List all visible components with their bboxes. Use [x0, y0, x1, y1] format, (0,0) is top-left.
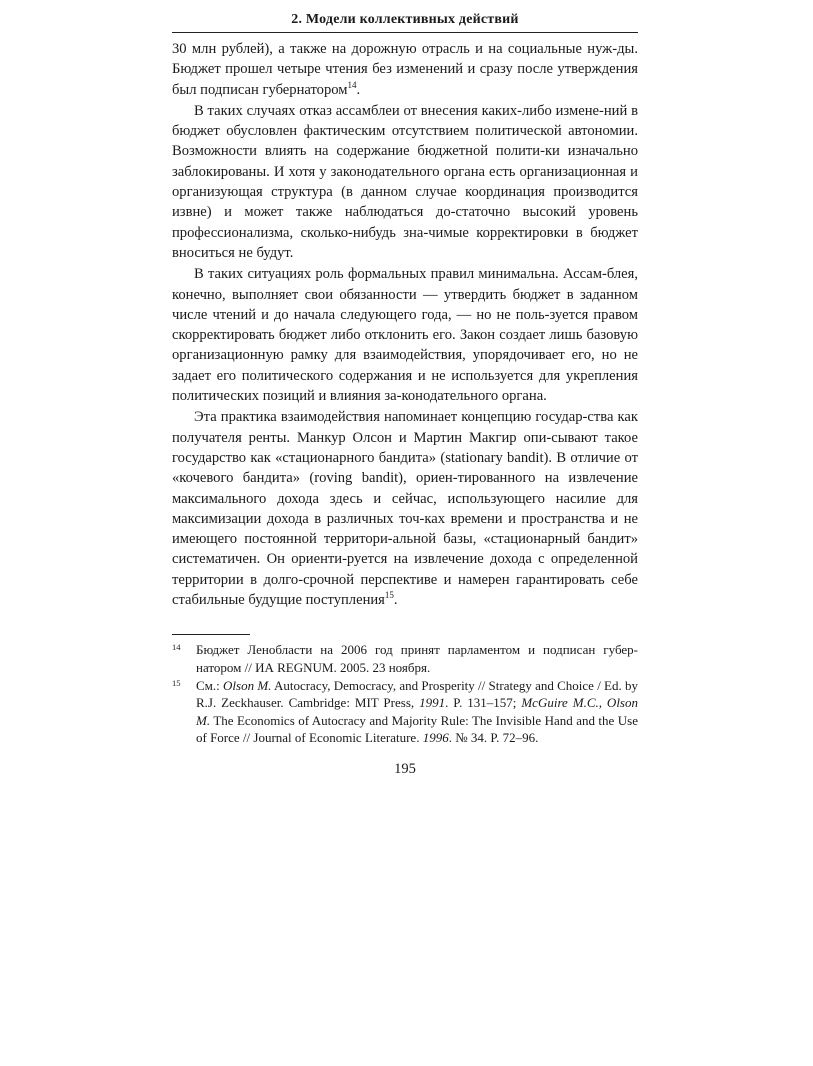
- footnote-14: [172, 641, 638, 676]
- footnote-segment: The Economics of Autocracy and Majority Rule: The Invisible Hand and the Use of Force // Journal of Economic Literature.: [196, 712, 638, 746]
- book-page: [172, 12, 638, 778]
- paragraph-text: В таких случаях отказ ассамблеи от внесения каких-либо измене-ний в бюджет обусловлен фактическим отсутствием политической автономии. Возможности влиять на содержание бюджетной полити-ки изначально заблокированы. И хотя у законодательного органа есть организационная и организующая структура (в данном случае координация производится извне) и может также наблюдаться до-статочно высокий уровень профессионализма, сколько-нибудь зна-чимые корректировки в бюджет вноситься не будут.: [172, 102, 638, 261]
- footnote-segment: . № 34. P. 72–96.: [448, 730, 539, 746]
- footnote-ref-14[interactable]: 14: [347, 79, 357, 90]
- paragraph-text: 30 млн рублей), а также на дорожную отрасль и на социальные нуж-ды. Бюджет прошел четыре чтения без изменений и сразу после утверждения был подписан губернатором: [172, 41, 638, 98]
- page-number: 195: [394, 760, 416, 777]
- footnote-text: Бюджет Ленобласти на 2006 год принят парламентом и подписан губер-натором // ИА REGNUM. 2005. 23 ноября.: [196, 642, 638, 675]
- footnote-ref-15[interactable]: 15: [384, 590, 394, 601]
- paragraph: [172, 407, 638, 610]
- paragraph-end: .: [393, 592, 398, 609]
- footnote-segment: . P. 131–157;: [445, 695, 522, 711]
- footnote-year: 1996: [422, 730, 449, 746]
- footnote-mark: 15: [172, 677, 181, 688]
- footnote-year: 1991: [419, 695, 446, 711]
- footnote-15: [172, 677, 638, 747]
- footnote-mark: 14: [172, 642, 181, 653]
- footnote-author: McGuire M.C., Olson M.: [196, 695, 638, 728]
- footnote-segment: Autocracy, Democracy, and Prosperity // Strategy and Choice / Ed. by R.J. Zeckhauser. Cambridge: MIT Press,: [196, 677, 639, 711]
- paragraph: [172, 101, 638, 263]
- paragraph-text: Эта практика взаимодействия напоминает концепцию государ-ства как получателя ренты. Манкур Олсон и Мартин Макгир опи-сывают такое государство как «стационарного бандита» (stationary bandit). В отличие от «кочевого бандита» (roving bandit), ориен-тированного на извлечение максимального дохода здесь и сейчас, использующего насилие для максимизации дохода в различных точ-ках времени и пространства и не имеющего постоянной территори-альной базы, «стационарный бандит» систематичен. Он ориенти-руется на извлечение дохода с определенной территории в долго-срочной перспективе и намерен гарантировать себе стабильные будущие поступления: [172, 409, 638, 609]
- footnote-text: [196, 677, 638, 747]
- footnote-segment: См.:: [196, 677, 224, 693]
- paragraph-text: В таких ситуациях роль формальных правил минимальна. Ассам-блея, конечно, выполняет свои обязанности — утвердить бюджет в заданном числе чтений и до начала следующего года, — но не поль-зуется правом скорректировать бюджет либо отклонить его. Закон создает лишь базовую организационную рамку для взаимодействия, упорядочивает его, но не задает его политического содержания и не используется для укрепления политических позиций и влияния за-конодательного органа.: [172, 266, 638, 405]
- footnote-divider: [172, 634, 250, 635]
- footnote-author: Olson M.: [223, 677, 272, 693]
- footnotes: [172, 634, 638, 747]
- paragraph-continued: 30 млн рублей), а также на дорожную отрасль и на социальные нуж-ды. Бюджет прошел четыре чтения без изменений и сразу после утверждения был подписан губернатором$^{14}$.: [172, 41, 638, 98]
- running-head: 2. Модели коллективных действий: [172, 12, 638, 33]
- body-text: [172, 39, 638, 610]
- paragraph: [172, 264, 638, 406]
